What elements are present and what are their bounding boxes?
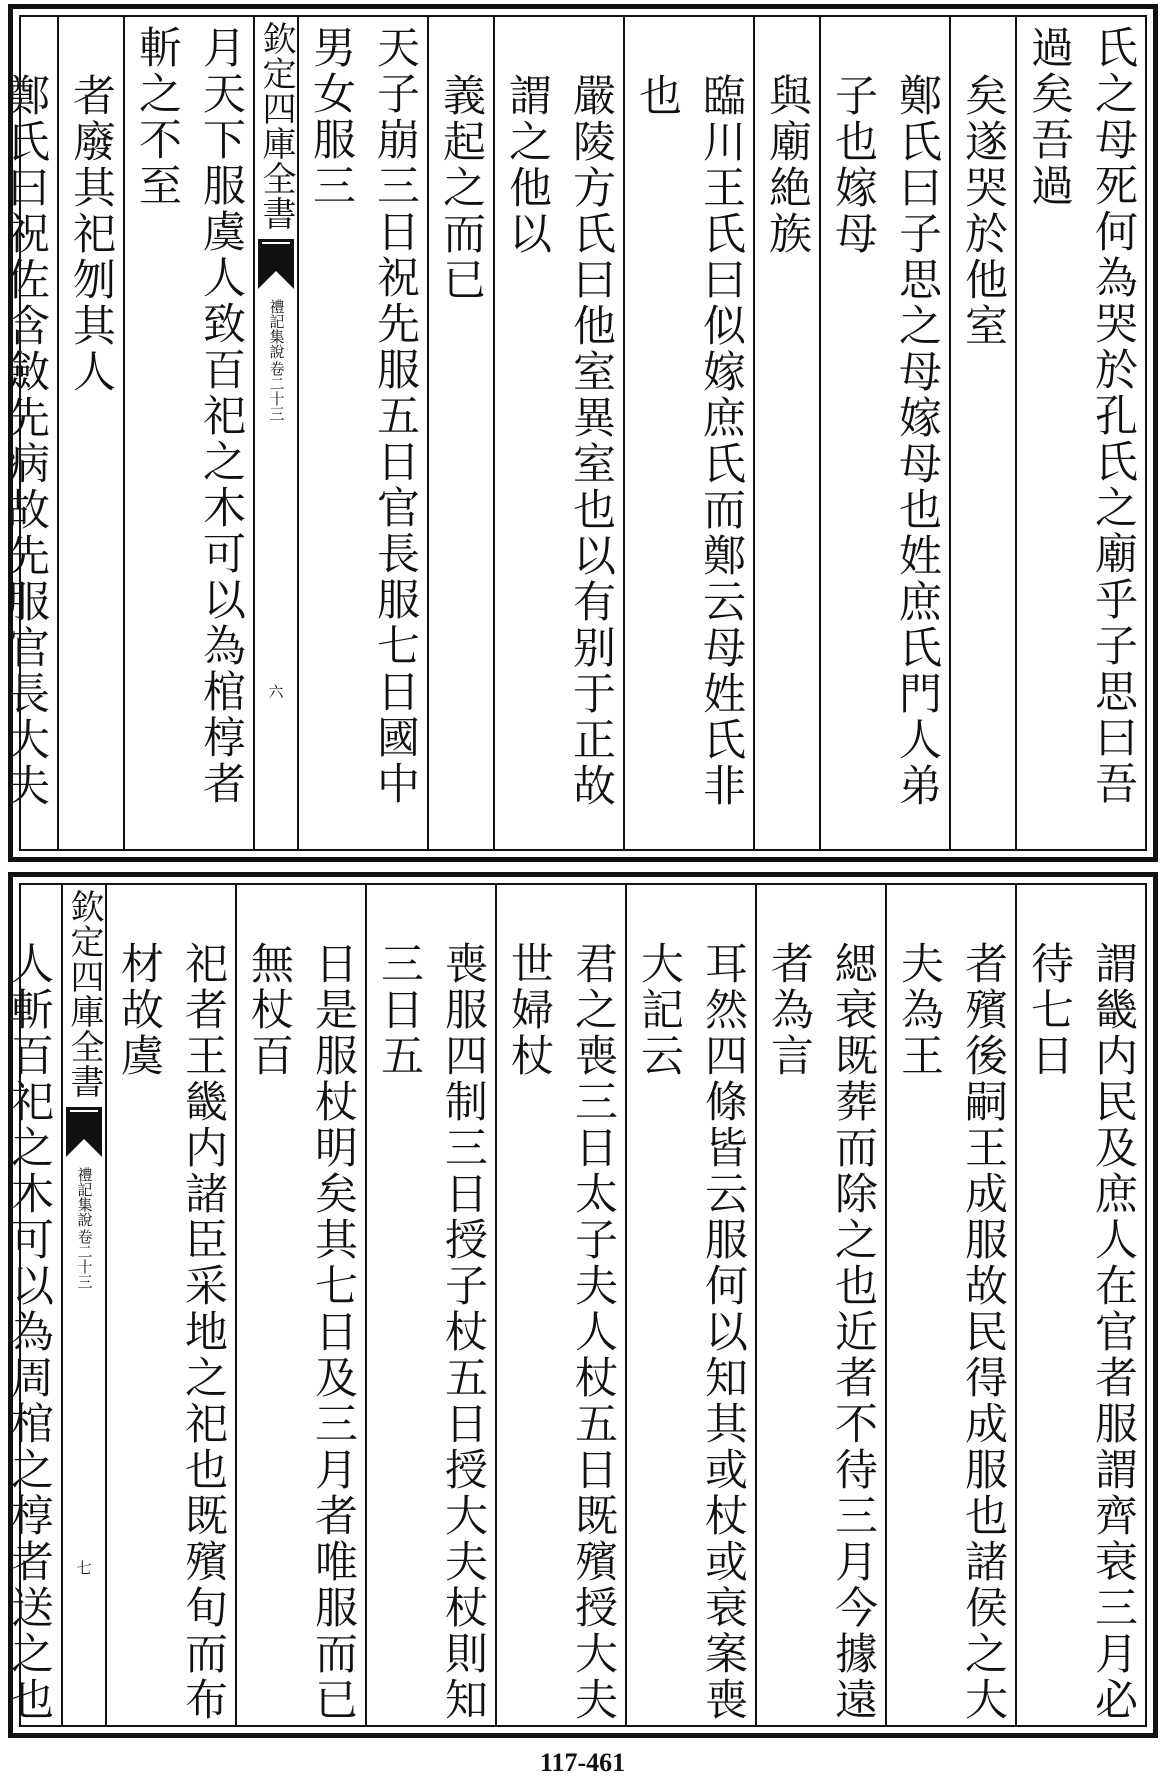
text-column: 與廟絶族 (753, 17, 819, 849)
top-page-frame (0, 15, 1147, 851)
text-column: 鄭氏曰子思之母嫁母也姓庶氏門人弟子也嫁母 (819, 17, 949, 849)
text-column: 耳然四條皆云服何以知其或杖或衰案喪大記云 (625, 885, 755, 1725)
text-column: 氏之母死何為哭於孔氏之廟乎子思曰吾過矣吾過 (1015, 17, 1145, 849)
text-column: 天子崩三日祝先服五日官長服七日國中男女服三 (297, 17, 427, 849)
text-column: 矣遂哭於他室 (949, 17, 1015, 849)
fishtail-mark-icon (256, 237, 296, 291)
fishtail-mark-icon (64, 1105, 104, 1159)
center-title: 欽定四庫全書 (64, 889, 104, 1099)
text-column: 者殯後嗣王成服故民得成服也諸侯之大夫為王 (885, 885, 1015, 1725)
text-column: 義起之而已 (427, 17, 493, 849)
folio-number: 六 (266, 684, 285, 699)
folio-number: 七 (74, 1560, 93, 1575)
text-column: 嚴陵方氏曰他室異室也以有别于正故謂之他以 (493, 17, 623, 849)
bottom-page-frame (4, 883, 1147, 1727)
text-column: 鄭氏曰祝佐含斂先病故先服官長大夫 (0, 17, 57, 849)
center-fold (61, 885, 105, 1725)
center-volume: 卷二十三 (267, 361, 286, 421)
text-column: 喪服四制三日授子杖五日授大夫杖則知三日五 (365, 885, 495, 1725)
page-stamp: 117-461 (539, 1748, 626, 1777)
center-title: 欽定四庫全書 (256, 21, 296, 231)
text-column: 謂畿内民及庶人在官者服謂齊衰三月必待七日 (1015, 885, 1145, 1725)
center-book: 禮記集說 (75, 1167, 94, 1227)
text-column: 人斬百祀之木可以為周棺之椁者送之也 (0, 885, 61, 1725)
text-column: 緦衰既葬而除之也近者不待三月今據遠者為言 (755, 885, 885, 1725)
text-column: 臨川王氏曰似嫁庶氏而鄭云母姓氏非也 (623, 17, 753, 849)
text-column: 月天下服虞人致百祀之木可以為棺椁者斬之不至 (123, 17, 253, 849)
text-column: 日是服杖明矣其七日及三月者唯服而已無杖百 (235, 885, 365, 1725)
top-page (0, 4, 1158, 862)
center-subtitle (76, 1167, 93, 1289)
text-column: 者廢其祀刎其人 (57, 17, 123, 849)
center-fold (253, 17, 297, 849)
center-volume: 卷二十三 (75, 1229, 94, 1289)
center-book: 禮記集說 (267, 299, 286, 359)
text-column: 祀者王畿内諸臣采地之祀也既殯旬而布材故虞 (105, 885, 235, 1725)
center-subtitle (268, 299, 285, 421)
bottom-page (4, 872, 1158, 1738)
text-column: 君之喪三日太子夫人杖五日既殯授大夫世婦杖 (495, 885, 625, 1725)
